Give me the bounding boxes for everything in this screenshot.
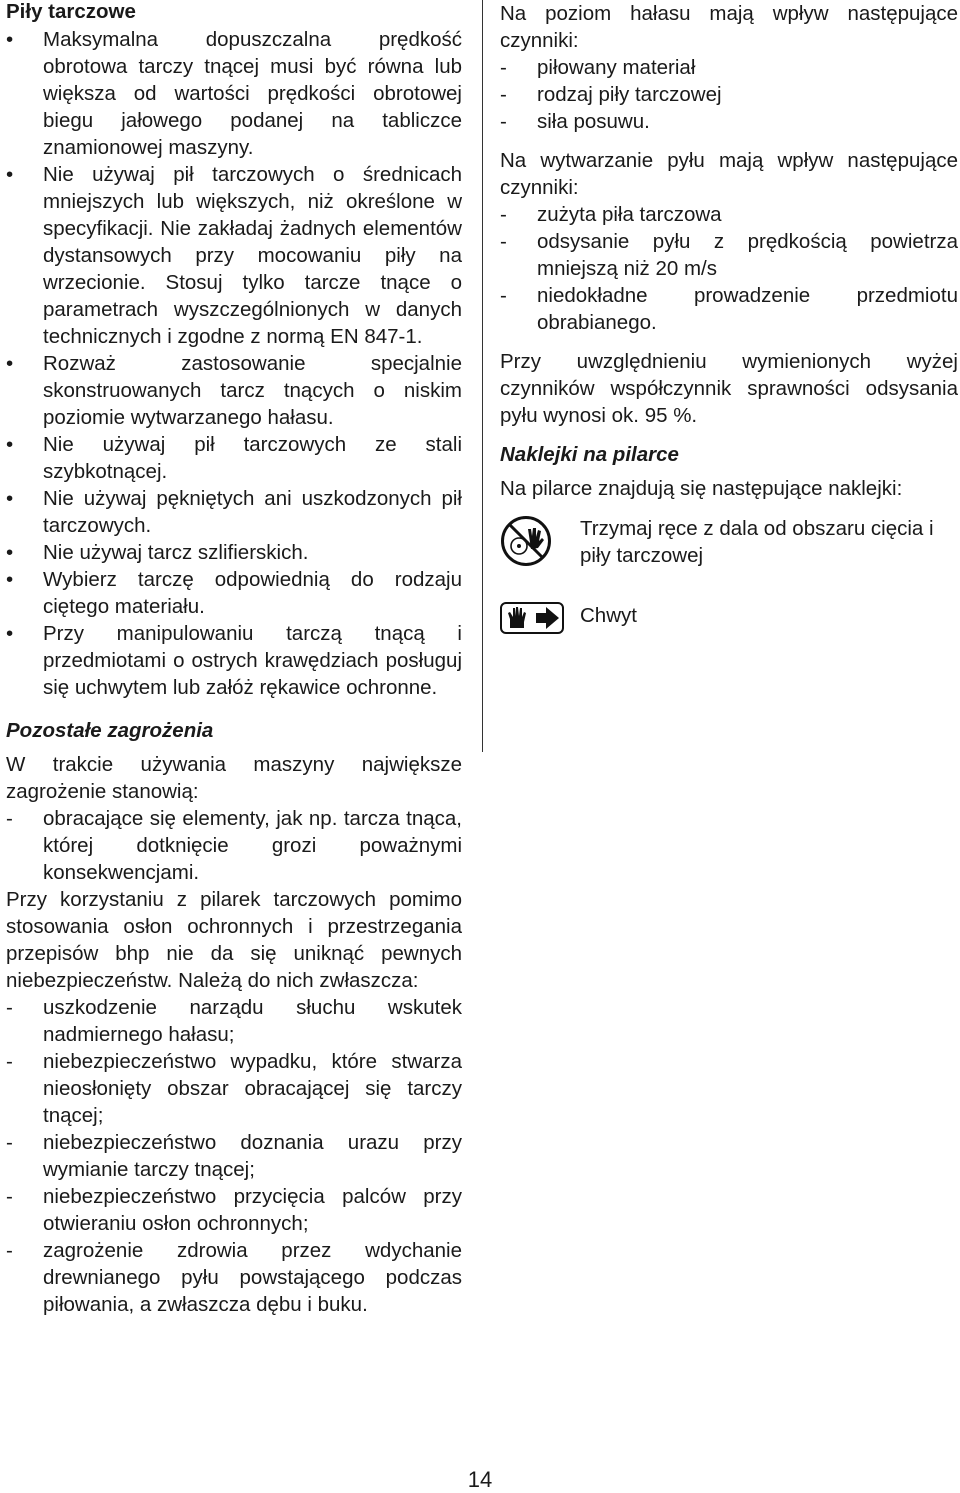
residual-risks-list (6, 994, 462, 1318)
list-item: • Rozważ zastosowanie specjalnie skonstruowanych tarcz tnących o niskim poziomie wytwarzanego hałasu. (6, 350, 462, 431)
list-item: - niebezpieczeństwo doznania urazu przy wymianie tarczy tnącej; (6, 1129, 462, 1183)
saw-blades-heading: Piły tarczowe (6, 0, 136, 23)
residual-risks-heading: Pozostałe zagrożenia (6, 719, 214, 742)
list-item: - zagrożenie zdrowia przez wdychanie drewnianego pyłu powstającego podczas piłowania, a zwłaszcza dębu i buku. (6, 1237, 462, 1318)
list-item: • Nie używaj pił tarczowych ze stali szybkotnącej. (6, 431, 462, 485)
list-item: - uszkodzenie narządu słuchu wskutek nadmiernego hałasu; (6, 994, 462, 1048)
list-item: - obracające się elementy, jak np. tarcza tnąca, której dotknięcie grozi poważnymi konsekwencjami. (6, 805, 462, 886)
page-number: 14 (467, 1467, 493, 1492)
list-item: • Nie używaj pił tarczowych o średnicach mniejszych lub większych, niż określone w specyfikacji. Nie zakładaj żadnych elementów dystansowych przy mocowaniu piły na wrzecionie. Stosuj tylko tarcze tnące o parametrach wyszczególnionych w danych technicznych i zgodne z normą EN 847-1. (6, 161, 462, 350)
dust-efficiency: Przy uwzględnieniu wymienionych wyżej czynników współczynnik sprawności odsysania pyłu wynosi ok. 95 %. (500, 350, 958, 427)
grip-icon (500, 602, 580, 641)
grip-label: Chwyt (580, 604, 637, 627)
column-divider (482, 0, 483, 752)
label-symbol-row (500, 515, 958, 574)
label-symbol-row (500, 602, 958, 641)
list-item: • Maksymalna dopuszczalna prędkość obrotowa tarczy tnącej musi być równa lub większa od wartości prędkości obrotowej biegu jałowego podanej na tabliczce znamionowej maszyny. (6, 26, 462, 161)
dust-list (500, 201, 958, 336)
labels-intro: Na pilarce znajdują się następujące naklejki: (500, 477, 903, 500)
list-item: - zużyta piła tarczowa (500, 201, 958, 228)
residual-risks-intro: W trakcie używania maszyny największe zagrożenie stanowią: (6, 753, 462, 803)
list-item: • Nie używaj pękniętych ani uszkodzonych pił tarczowych. (6, 485, 462, 539)
labels-heading: Naklejki na pilarce (500, 443, 679, 466)
saw-blades-list (6, 26, 462, 701)
noise-list (500, 54, 958, 135)
residual-risks-paragraph: Przy korzystaniu z pilarek tarczowych pomimo stosowania osłon ochronnych i przestrzegania przepisów bhp nie da się uniknąć pewnych niebezpieczeństw. Należą do nich zwłaszcza: (6, 888, 462, 992)
list-item: - odsysanie pyłu z prędkością powietrza mniejszą niż 20 m/s (500, 228, 958, 282)
noise-intro: Na poziom hałasu mają wpływ następujące czynniki: (500, 2, 958, 52)
list-item: - niebezpieczeństwo wypadku, które stwarza nieosłonięty obszar obracającej się tarczy tnącej; (6, 1048, 462, 1129)
list-item: - niedokładne prowadzenie przedmiotu obrabianego. (500, 282, 958, 336)
list-item: - rodzaj piły tarczowej (500, 81, 958, 108)
right-column (500, 0, 958, 641)
no-hands-icon (500, 515, 580, 574)
list-item: • Nie używaj tarcz szlifierskich. (6, 539, 462, 566)
left-column (6, 0, 462, 1318)
list-item: • Wybierz tarczę odpowiednią do rodzaju ciętego materiału. (6, 566, 462, 620)
residual-risks-intro-list (6, 805, 462, 886)
list-item: - piłowany materiał (500, 54, 958, 81)
list-item: - niebezpieczeństwo przycięcia palców przy otwieraniu osłon ochronnych; (6, 1183, 462, 1237)
list-item: • Przy manipulowaniu tarczą tnącą i przedmiotami o ostrych krawędziach posługuj się uchwytem lub załóż rękawice ochronne. (6, 620, 462, 701)
no-hands-label: Trzymaj ręce z dala od obszaru cięcia i piły tarczowej (580, 517, 934, 567)
dust-intro: Na wytwarzanie pyłu mają wpływ następujące czynniki: (500, 149, 958, 199)
list-item: - siła posuwu. (500, 108, 958, 135)
